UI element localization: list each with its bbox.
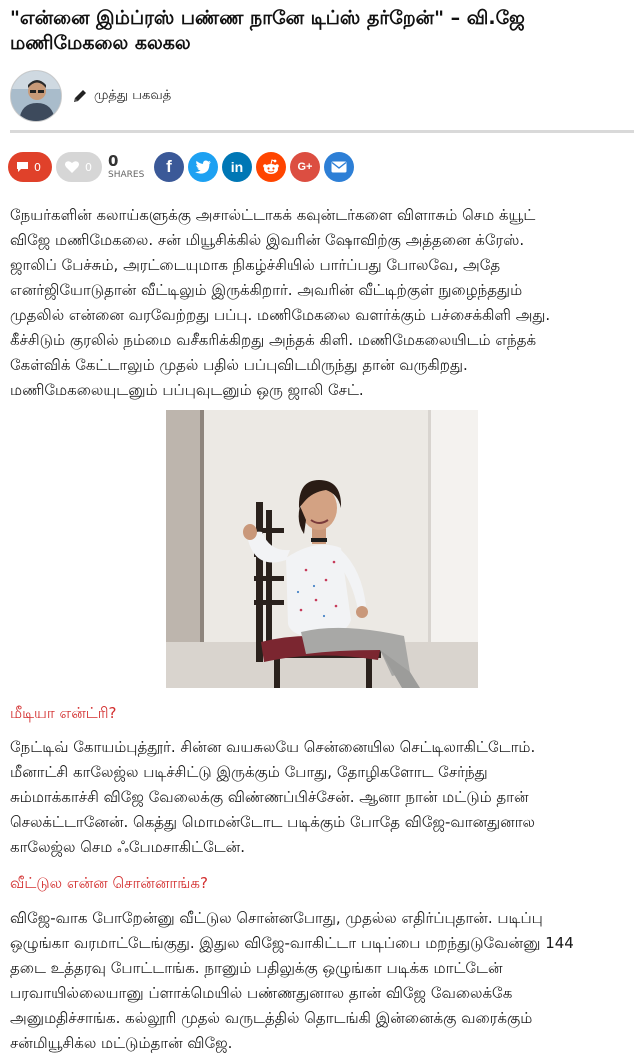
paragraph-line: மீனாட்சி காலேஜ்ல படிச்சிட்டு இருக்கும் போது, தோழிகளோட சேர்ந்து [10,763,488,781]
paragraph-line: காலேஜ்ல செம ஃபேமசாகிட்டேன். [10,838,245,856]
paragraph-line: அனுமதிச்சாங்க. கல்லூரி முதல் வருடத்தில் தொடங்கி இன்னைக்கு வரைக்கும் [10,1009,533,1027]
heart-icon [64,160,80,174]
paragraph-line: எனர்ஜியோடுதான் வீட்டிலும் இருக்கிறார். அவரின் வீட்டிற்குள் நுழைந்ததும் [10,281,523,299]
paragraph-line: முதலில் என்னை வரவேற்றது பப்பு. மணிமேகலை வளர்க்கும் பச்சைக்கிளி அது. [10,306,551,324]
author-avatar[interactable] [10,70,62,122]
article-title-line1: "என்னை இம்ப்ரஸ் பண்ண நானே டிப்ஸ் தர்றேன்" – வி.ஜே [10,7,525,29]
paragraph-line: நேட்டிவ் கோயம்புத்தூர். சின்ன வயசுலயே சென்னையில செட்டிலாகிட்டோம். [10,738,536,756]
google-plus-share-button[interactable] [290,152,320,182]
paragraph-line: நேயர்களின் கலாய்களுக்கு அசால்ட்டாகக் கவுன்டர்களை விளாசும் செம க்யூட் [10,206,536,224]
paragraph-line: விஜே மணிமேகலை. சன் மியூசிக்கில் இவரின் ஷோவிற்கு அத்தனை க்ரேஸ். [10,231,525,249]
twitter-share-button[interactable] [188,152,218,182]
paragraph-line: சும்மாக்காச்சி விஜே வேலைக்கு விண்ணப்பிச்சேன். ஆனா நான் மட்டும் தான் [10,788,529,806]
pencil-icon [72,88,88,104]
shares-count: 0 [108,152,119,170]
comments-button[interactable] [8,152,52,182]
shares-counter [108,154,150,180]
comments-count: 0 [34,160,41,174]
paragraph-line: சன்மியூசிக்ல மட்டும்தான் விஜே. [10,1034,233,1052]
paragraph-line: விஜே-வாக போறேன்னு வீட்டுல சொன்னபோது, முதல்ல எதிர்ப்புதான். படிப்பு [10,909,543,927]
facebook-share-button[interactable] [154,152,184,182]
paragraph-line: ஜாலிப் பேச்சும், அரட்டையுமாக நிகழ்ச்சியில் பார்ப்பது போலவே, அதே [10,256,501,274]
google-plus-icon: G+ [297,161,313,173]
paragraph-line: செலக்ட்டானேன். கெத்து மொமன்டோட படிக்கும் போதே விஜே-வானதுனால [10,813,535,831]
linkedin-icon: in [230,159,244,175]
paragraph-line: மணிமேகலையுடனும் பப்புவுடனும் ஒரு ஜாலி சேட். [10,381,364,399]
section-heading: வீட்டுல என்ன சொன்னாங்க? [10,874,208,892]
article-title [10,6,634,56]
paragraph-line: ஒழுங்கா வரமாட்டேங்குது. இதுல விஜே-வாகிட்டா படிப்பை மறந்துடுவேன்னு 144 [10,934,574,952]
email-icon [331,161,347,173]
twitter-icon [195,160,211,174]
intro-paragraph [10,203,634,403]
section-paragraph [10,906,634,1056]
shares-label: SHARES [108,170,145,180]
paragraph-line: பரவாயில்லையானு ப்ளாக்மெயில் பண்ணதுனால தான் விஜே வேலைக்கே [10,984,513,1002]
paragraph-line: கேள்விக் கேட்டாலும் முதல் பதில் பப்புவிடமிருந்து தான் வருகிறது. [10,356,468,374]
article-title-line2: மணிமேகலை கலகல [10,32,191,54]
section-heading: மீடியா என்ட்ரி? [10,704,117,722]
paragraph-line: கீச்சிடும் குரலில் நம்மை வசீகரிக்கிறது அந்தக் கிளி. மணிமேகலையிடம் எந்தக் [10,331,537,349]
facebook-icon: f [166,157,172,176]
divider [10,130,634,133]
share-bar [8,150,354,184]
likes-count: 0 [85,160,92,174]
paragraph-line: தடை உத்தரவு போட்டாங்க. நானும் பதிலுக்கு ஒழுங்கா படிக்க மாட்டேன் [10,959,503,977]
author-name[interactable]: முத்து பகவத் [94,88,172,103]
article-photo [166,410,478,688]
linkedin-share-button[interactable] [222,152,252,182]
section-paragraph [10,735,634,860]
like-button[interactable] [56,152,102,182]
reddit-icon [262,159,280,175]
author-row [10,70,171,122]
comment-icon [16,161,29,173]
reddit-share-button[interactable] [256,152,286,182]
email-share-button[interactable] [324,152,354,182]
